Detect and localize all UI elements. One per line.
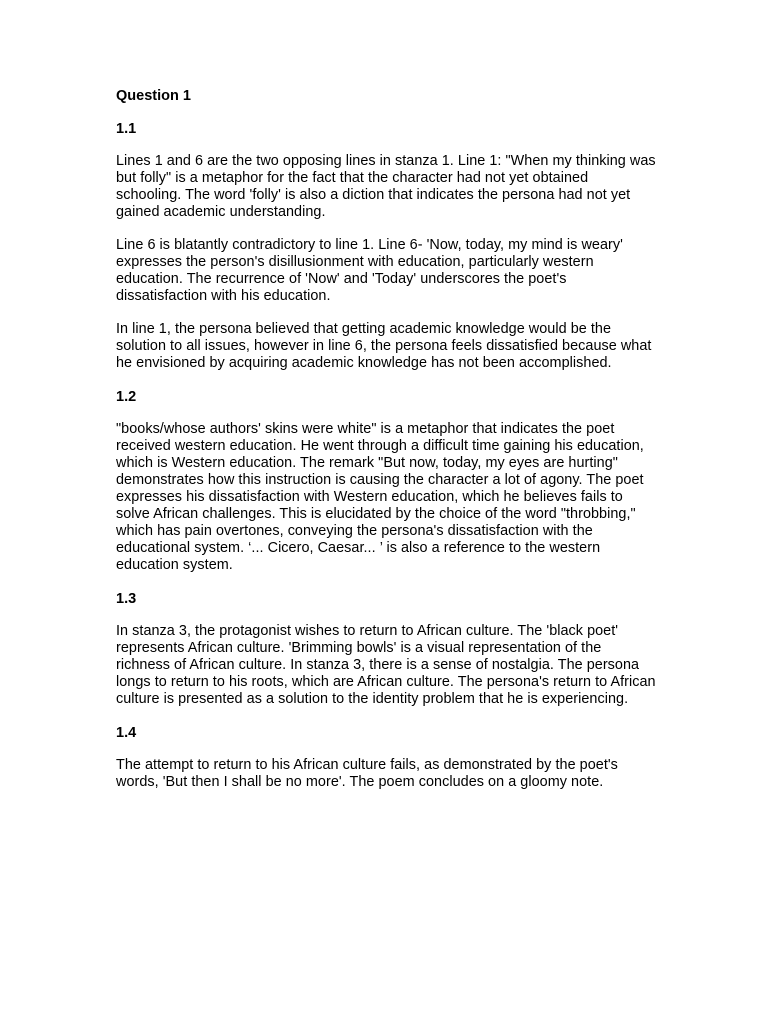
paragraph: "books/whose authors' skins were white" is a metaphor that indicates the poet received western education. He went through a difficult time gaining his education, which is Western education. The remark "But now, today, my eyes are hurting" demonstrates how this instruction is causing the character a lot of agony. The poet expresses his dissatisfaction with Western education, which he believes fails to solve African challenges. This is elucidated by the choice of the word "throbbing," which has pain overtones, conveying the persona's dissatisfaction with the educational system. ‘... Cicero, Caesar... ’ is also a reference to the western education system.: [116, 421, 644, 573]
paragraph: Lines 1 and 6 are the two opposing lines in stanza 1. Line 1: "When my thinking was but folly" is a metaphor for the fact that the character had not yet obtained schooling. The word 'folly' is also a diction that indicates the persona had not yet gained academic understanding.: [116, 153, 656, 220]
section-heading-1-3: 1.3: [116, 591, 137, 607]
paragraph: In line 1, the persona believed that getting academic knowledge would be the solution to all issues, however in line 6, the persona feels dissatisfied because what he envisioned by acquiring academic knowledge has not been accomplished.: [116, 321, 652, 371]
page-title: Question 1: [116, 88, 191, 104]
section-heading-1-2: 1.2: [116, 389, 137, 405]
paragraph: In stanza 3, the protagonist wishes to return to African culture. The 'black poet' represents African culture. 'Brimming bowls' is a visual representation of the richness of African culture. In stanza 3, there is a sense of nostalgia. The persona longs to return to his roots, which are African culture. The persona's return to African culture is presented as a solution to the identity problem that he is experiencing.: [116, 623, 656, 707]
section-heading-1-1: 1.1: [116, 121, 137, 137]
paragraph: The attempt to return to his African culture fails, as demonstrated by the poet's words, 'But then I shall be no more'. The poem concludes on a gloomy note.: [116, 757, 618, 790]
paragraph: Line 6 is blatantly contradictory to line 1. Line 6- 'Now, today, my mind is weary' expresses the person's disillusionment with education, particularly western education. The recurrence of 'Now' and 'Today' underscores the poet's dissatisfaction with his education.: [116, 237, 623, 304]
document-page: [116, 87, 656, 807]
section-heading-1-4: 1.4: [116, 725, 137, 741]
